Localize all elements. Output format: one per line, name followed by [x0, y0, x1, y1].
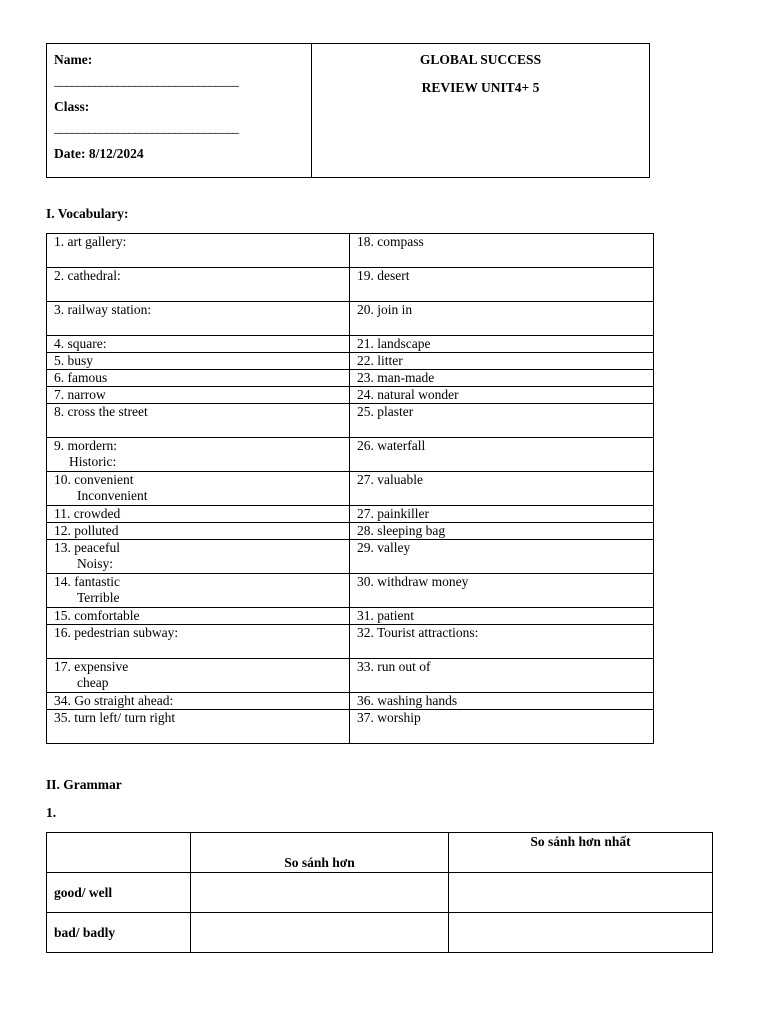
worksheet-title: GLOBAL SUCCESS	[419, 52, 542, 67]
vocab-term: 24. natural wonder	[357, 387, 459, 402]
vocab-term: 17. expensive	[54, 659, 129, 674]
vocab-cell-right	[350, 710, 654, 744]
vocab-term: 36. washing hands	[357, 693, 458, 708]
vocab-cell-right	[350, 370, 654, 387]
vocab-row	[47, 506, 654, 523]
superlative-answer-cell[interactable]	[449, 913, 713, 953]
vocab-row	[47, 710, 654, 744]
class-label: Class:	[54, 99, 90, 114]
vocab-row	[47, 659, 654, 693]
vocab-row	[47, 574, 654, 608]
vocab-cell-right	[350, 540, 654, 574]
vocab-term: 1. art gallery:	[54, 234, 127, 249]
grammar-header-row	[47, 833, 713, 873]
vocab-term: 26. waterfall	[357, 438, 426, 453]
vocabulary-title: I. Vocabulary:	[46, 206, 129, 221]
vocab-term: 28. sleeping bag	[357, 523, 446, 538]
vocab-cell-left	[47, 659, 350, 693]
vocab-row	[47, 693, 654, 710]
vocab-term: 20. join in	[357, 302, 413, 317]
vocab-cell-left	[47, 523, 350, 540]
vocab-cell-left	[47, 268, 350, 302]
vocab-row	[47, 438, 654, 472]
grammar-word: good/ well	[47, 873, 191, 913]
vocab-term: 22. litter	[357, 353, 403, 368]
vocab-cell-right	[350, 625, 654, 659]
vocab-term: 37. worship	[357, 710, 421, 725]
vocab-term: 6. famous	[54, 370, 108, 385]
vocab-cell-right	[350, 353, 654, 370]
vocab-cell-left	[47, 370, 350, 387]
vocab-term: cheap	[77, 675, 109, 690]
comparative-header: So sánh hơn	[191, 833, 449, 873]
vocab-cell-left	[47, 506, 350, 523]
vocab-cell-right	[350, 336, 654, 353]
grammar-subtitle: 1.	[46, 805, 57, 820]
vocab-term: Inconvenient	[77, 488, 148, 503]
vocab-term: 30. withdraw money	[357, 574, 469, 589]
grammar-row	[47, 873, 713, 913]
vocab-term: 33. run out of	[357, 659, 431, 674]
vocab-term: 35. turn left/ turn right	[54, 710, 176, 725]
grammar-word: bad/ badly	[47, 913, 191, 953]
vocab-term: 8. cross the street	[54, 404, 148, 419]
class-line: ________________________________	[54, 122, 238, 135]
header-box	[46, 43, 650, 178]
worksheet-subtitle: REVIEW UNIT4+ 5	[421, 80, 540, 95]
vocab-row	[47, 268, 654, 302]
vocab-cell-right	[350, 268, 654, 302]
vocab-row	[47, 387, 654, 404]
vocab-cell-right	[350, 472, 654, 506]
vocab-term: 10. convenient	[54, 472, 134, 487]
vocab-term: 5. busy	[54, 353, 94, 368]
vocab-cell-left	[47, 608, 350, 625]
vocab-cell-right	[350, 404, 654, 438]
vocab-term: Historic:	[69, 454, 117, 469]
vocab-term: 4. square:	[54, 336, 107, 351]
vocab-term: 27. valuable	[357, 472, 423, 487]
vocab-term: 25. plaster	[357, 404, 414, 419]
vocab-term: 32. Tourist attractions:	[357, 625, 479, 640]
vocab-term: 11. crowded	[54, 506, 121, 521]
grammar-corner-cell	[47, 833, 191, 873]
vocab-term: Noisy:	[77, 556, 114, 571]
vocab-term: 13. peaceful	[54, 540, 120, 555]
vocab-row	[47, 540, 654, 574]
vocab-cell-left	[47, 574, 350, 608]
vocab-row	[47, 625, 654, 659]
vocab-row	[47, 472, 654, 506]
vocab-term: 2. cathedral:	[54, 268, 121, 283]
name-line: ________________________________	[54, 75, 238, 88]
vocab-term: 16. pedestrian subway:	[54, 625, 179, 640]
vocab-cell-right	[350, 438, 654, 472]
vocab-term: 18. compass	[357, 234, 424, 249]
vocab-cell-right	[350, 506, 654, 523]
vocab-cell-right	[350, 659, 654, 693]
superlative-answer-cell[interactable]	[449, 873, 713, 913]
vocabulary-table	[46, 233, 654, 744]
vocab-row	[47, 370, 654, 387]
comparative-answer-cell[interactable]	[191, 873, 449, 913]
vocab-cell-left	[47, 625, 350, 659]
grammar-table	[46, 832, 713, 953]
vocab-term: Terrible	[77, 590, 120, 605]
grammar-title: II. Grammar	[46, 777, 122, 792]
vocab-row	[47, 336, 654, 353]
student-info	[47, 44, 312, 177]
vocab-term: 31. patient	[357, 608, 414, 623]
vocab-term: 7. narrow	[54, 387, 106, 402]
vocab-row	[47, 608, 654, 625]
grammar-row	[47, 913, 713, 953]
comparative-answer-cell[interactable]	[191, 913, 449, 953]
vocab-cell-left	[47, 404, 350, 438]
vocab-cell-left	[47, 693, 350, 710]
vocab-term: 34. Go straight ahead:	[54, 693, 174, 708]
vocab-term: 15. comfortable	[54, 608, 140, 623]
vocab-cell-left	[47, 472, 350, 506]
vocab-cell-left	[47, 234, 350, 268]
name-label: Name:	[54, 52, 93, 67]
date-label: Date: 8/12/2024	[54, 146, 144, 161]
vocab-cell-right	[350, 387, 654, 404]
vocab-row	[47, 353, 654, 370]
vocab-term: 3. railway station:	[54, 302, 152, 317]
vocab-cell-left	[47, 336, 350, 353]
vocab-cell-left	[47, 353, 350, 370]
vocab-term: 21. landscape	[357, 336, 431, 351]
vocab-cell-right	[350, 234, 654, 268]
vocab-cell-right	[350, 608, 654, 625]
vocab-term: 12. polluted	[54, 523, 119, 538]
vocab-row	[47, 404, 654, 438]
vocab-term: 27. painkiller	[357, 506, 429, 521]
superlative-header: So sánh hơn nhất	[449, 833, 713, 873]
vocab-cell-left	[47, 710, 350, 744]
vocab-term: 23. man-made	[357, 370, 435, 385]
vocab-row	[47, 523, 654, 540]
vocab-row	[47, 302, 654, 336]
vocab-cell-right	[350, 693, 654, 710]
vocab-cell-left	[47, 540, 350, 574]
vocab-cell-right	[350, 302, 654, 336]
title-block	[312, 44, 649, 177]
vocab-cell-right	[350, 523, 654, 540]
vocab-row	[47, 234, 654, 268]
vocab-cell-right	[350, 574, 654, 608]
vocab-term: 14. fantastic	[54, 574, 120, 589]
vocab-cell-left	[47, 387, 350, 404]
vocab-cell-left	[47, 302, 350, 336]
vocab-term: 9. mordern:	[54, 438, 117, 453]
vocab-term: 29. valley	[357, 540, 411, 555]
vocab-cell-left	[47, 438, 350, 472]
vocab-term: 19. desert	[357, 268, 410, 283]
